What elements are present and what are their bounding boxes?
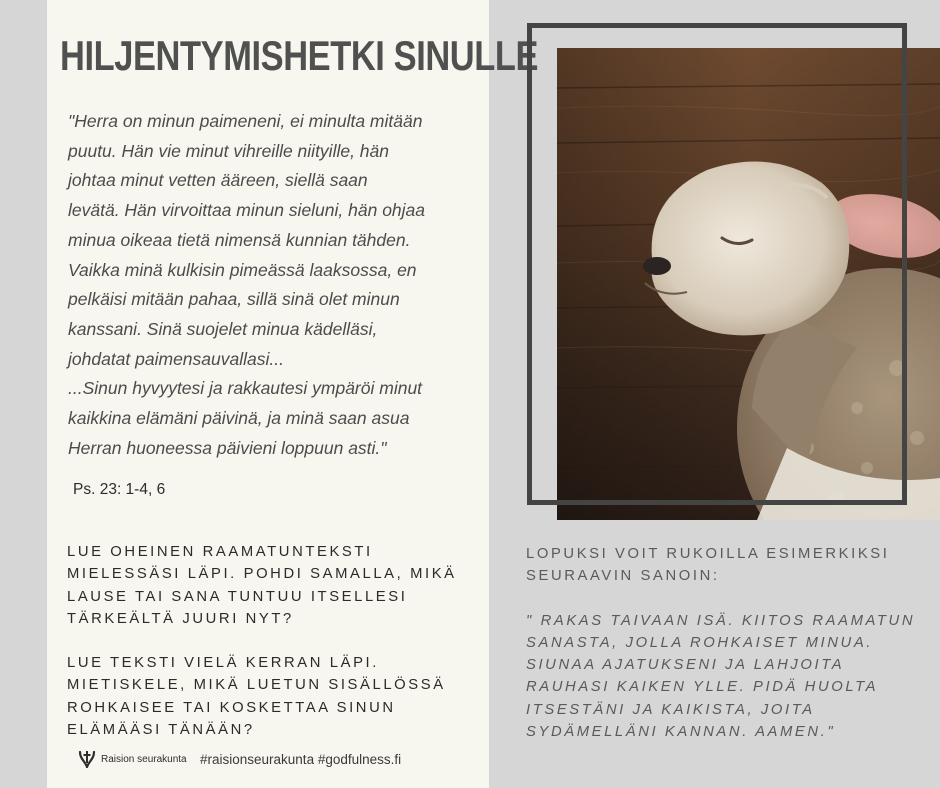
hashtags: #raisionseurakunta #godfulness.fi — [200, 752, 402, 767]
psalm-line: pelkäisi mitään pahaa, sillä sinä olet minun — [68, 289, 400, 310]
psalm-line: kaikkina elämäni päivinä, ja minä saan asua — [68, 408, 410, 429]
psalm-line: johdatat paimensauvallasi... — [68, 348, 284, 369]
psalm-line: kanssani. Sinä suojelet minua kädelläsi, — [68, 318, 378, 339]
psalm-line: johtaa minut vetten ääreen, siellä saan — [68, 170, 368, 191]
psalm-line: Vaikka minä kulkisin pimeässä laaksossa, en — [68, 259, 417, 280]
church-logo — [77, 750, 187, 768]
psalm-line: puutu. Hän vie minut vihreille niityille, hän — [68, 140, 389, 161]
church-logo-icon — [77, 750, 97, 768]
psalm-line: Herran huoneessa päivieni loppuun asti." — [68, 437, 387, 458]
logo-text: Raision seurakunta — [101, 753, 187, 765]
prayer-section — [526, 543, 926, 743]
reading-instructions — [67, 541, 477, 763]
instruction-second: LUE TEKSTI VIELÄ KERRAN LÄPI. MIETISKELE, MIKÄ LUETUN SISÄLLÖSSÄ ROHKAISEE TAI KOSKETTAA SINUN ELÄMÄÄSI TÄNÄÄN? — [67, 655, 446, 739]
psalm-line: ...Sinun hyvyytesi ja rakkautesi ympäröi minut — [68, 378, 423, 399]
page-title: HILJENTYMISHETKI SINULLE — [60, 32, 539, 79]
psalm-line: minua oikeaa tietä nimensä kunnian tähden. — [68, 229, 411, 250]
instruction-first: LUE OHEINEN RAAMATUNTEKSTI MIELESSÄSI LÄPI. POHDI SAMALLA, MIKÄ LAUSE TAI SANA TUNTUU ITSELLESI TÄRKEÄLTÄ JUURI NYT? — [67, 544, 457, 627]
prayer-intro: LOPUKSI VOIT RUKOILLA ESIMERKIKSI SEURAAVIN SANOIN: — [526, 546, 890, 585]
psalm-reference: Ps. 23: 1-4, 6 — [73, 481, 166, 498]
photo-frame — [527, 23, 907, 505]
psalm-line: "Herra on minun paimeneni, ei minulta mitään — [68, 111, 423, 131]
prayer-text: " RAKAS TAIVAAN ISÄ. KIITOS RAAMATUN SANASTA, JOLLA ROHKAISET MINUA. SIUNAA AJATUKSENI JA LAHJOITA RAUHASI KAIKEN YLLE. PIDÄ HUOLTA ITSESTÄNI JA KAIKISTA, JOITA SYDÄMELLÄNI KANNAN. AAMEN." — [526, 612, 916, 741]
psalm-text — [68, 107, 468, 463]
psalm-line: levätä. Hän virvoittaa minun sieluni, hän ohjaa — [68, 200, 426, 221]
